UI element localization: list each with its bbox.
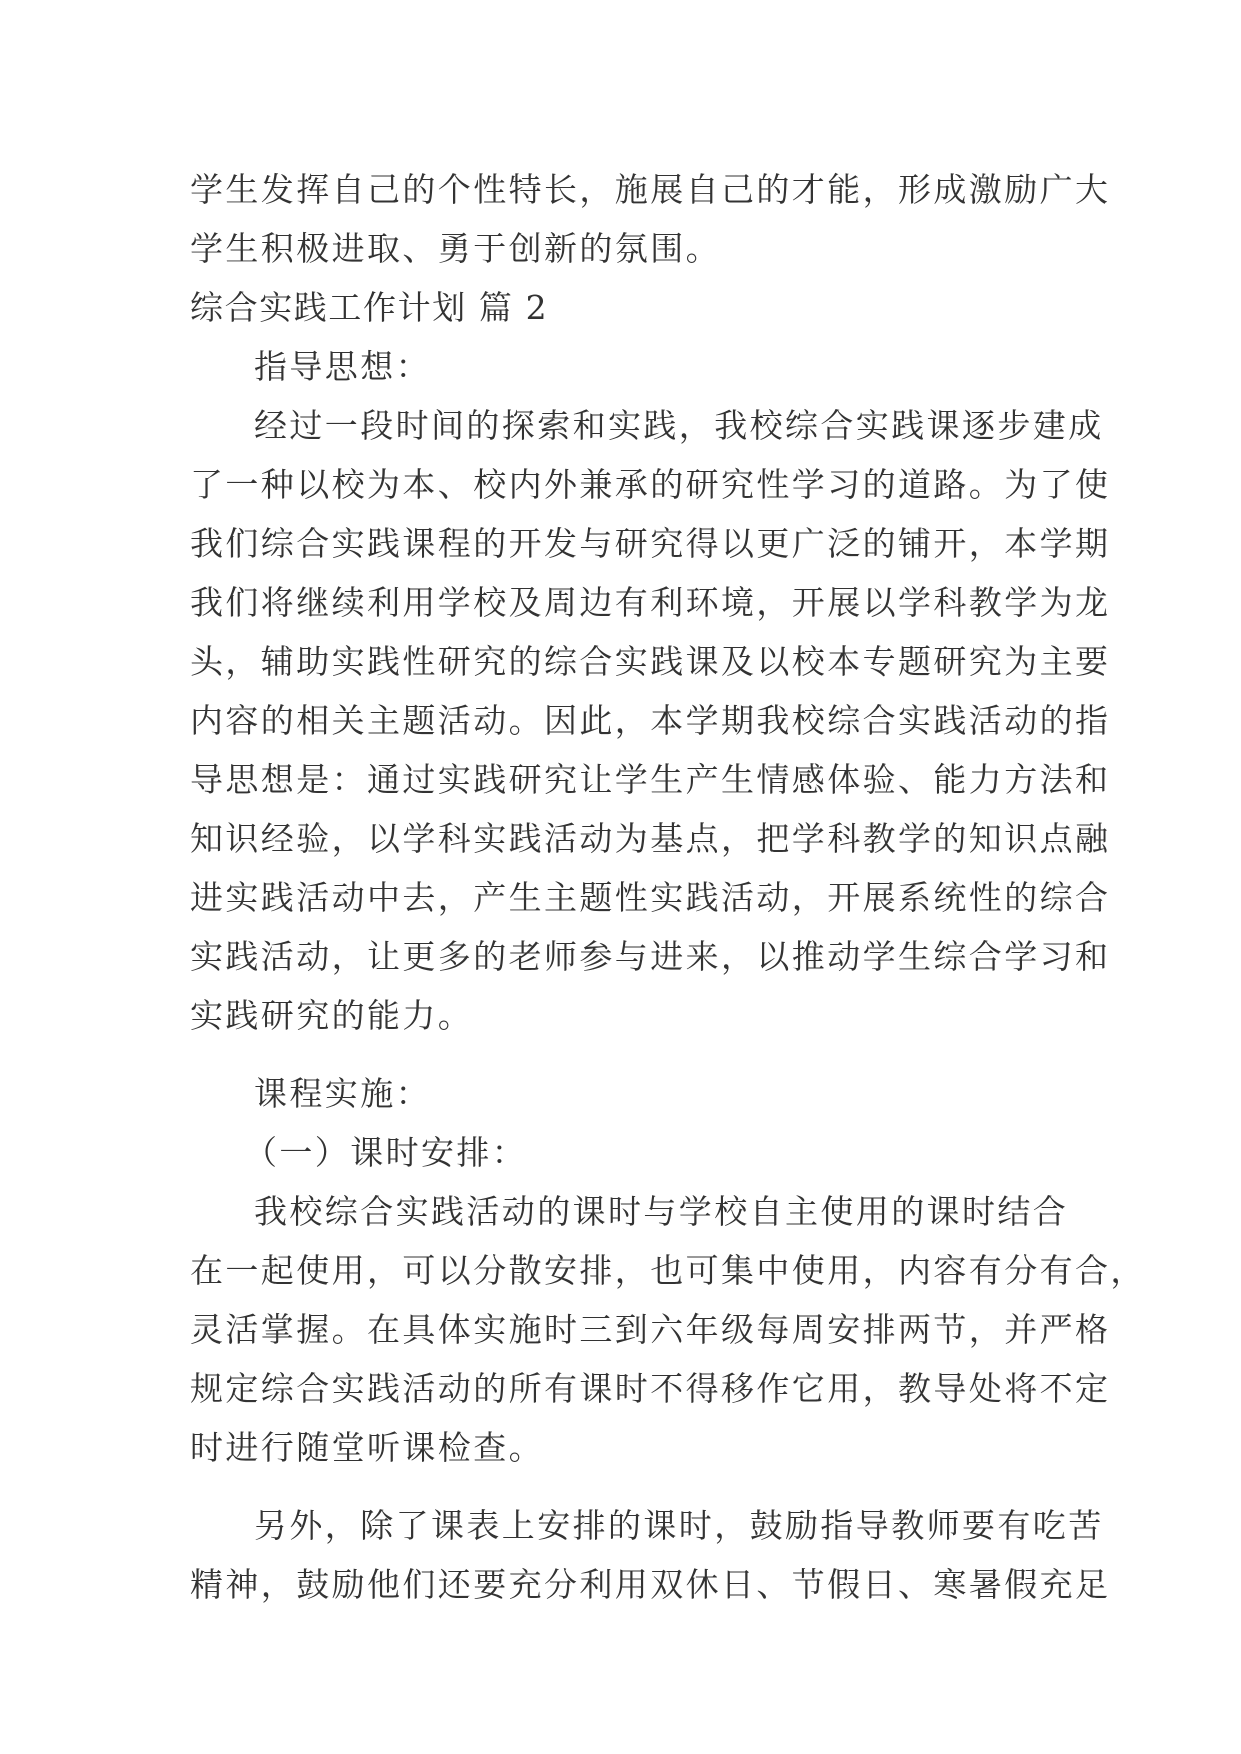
paragraph-line: 时进行随堂听课检查。 <box>190 1428 544 1467</box>
paragraph-line: 规定综合实践活动的所有课时不得移作它用，教导处将不定 <box>190 1369 1111 1408</box>
paragraph-line: 灵活掌握。在具体实施时三到六年级每周安排两节，并严格 <box>190 1310 1111 1349</box>
section-heading-guiding-thought: 指导思想： <box>254 347 431 386</box>
paragraph-line: 实践研究的能力。 <box>190 996 474 1035</box>
paragraph-line: 在一起使用，可以分散安排，也可集中使用，内容有分有合， <box>190 1251 1146 1290</box>
paragraph-line: 另外，除了课表上安排的课时，鼓励指导教师要有吃苦 <box>254 1506 1104 1545</box>
paragraph-line: 知识经验，以学科实践活动为基点，把学科教学的知识点融 <box>190 819 1111 858</box>
section-title: 综合实践工作计划 篇 2 <box>190 288 549 327</box>
paragraph-line: 导思想是：通过实践研究让学生产生情感体验、能力方法和 <box>190 760 1111 799</box>
paragraph-line: 头，辅助实践性研究的综合实践课及以校本专题研究为主要 <box>190 642 1111 681</box>
subsection-heading-class-hours: （一）课时安排： <box>244 1133 528 1172</box>
paragraph-line: 内容的相关主题活动。因此，本学期我校综合实践活动的指 <box>190 701 1111 740</box>
paragraph-line: 精神，鼓励他们还要充分利用双休日、节假日、寒暑假充足 <box>190 1565 1111 1604</box>
paragraph-line: 实践活动，让更多的老师参与进来，以推动学生综合学习和 <box>190 937 1111 976</box>
paragraph-line: 我校综合实践活动的课时与学校自主使用的课时结合 <box>254 1192 1069 1231</box>
paragraph-line: 经过一段时间的探索和实践，我校综合实践课逐步建成 <box>254 406 1104 445</box>
document-body <box>190 160 1146 1614</box>
paragraph-line: 进实践活动中去，产生主题性实践活动，开展系统性的综合 <box>190 878 1111 917</box>
paragraph-line: 学生发挥自己的个性特长，施展自己的才能，形成激励广大 <box>190 170 1111 209</box>
paragraph-line: 我们将继续利用学校及周边有利环境，开展以学科教学为龙 <box>190 583 1111 622</box>
paragraph-line: 我们综合实践课程的开发与研究得以更广泛的铺开，本学期 <box>190 524 1111 563</box>
paragraph-line: 了一种以校为本、校内外兼承的研究性学习的道路。为了使 <box>190 465 1111 504</box>
paragraph-line: 学生积极进取、勇于创新的氛围。 <box>190 229 721 268</box>
section-heading-course-implementation: 课程实施： <box>254 1074 431 1113</box>
